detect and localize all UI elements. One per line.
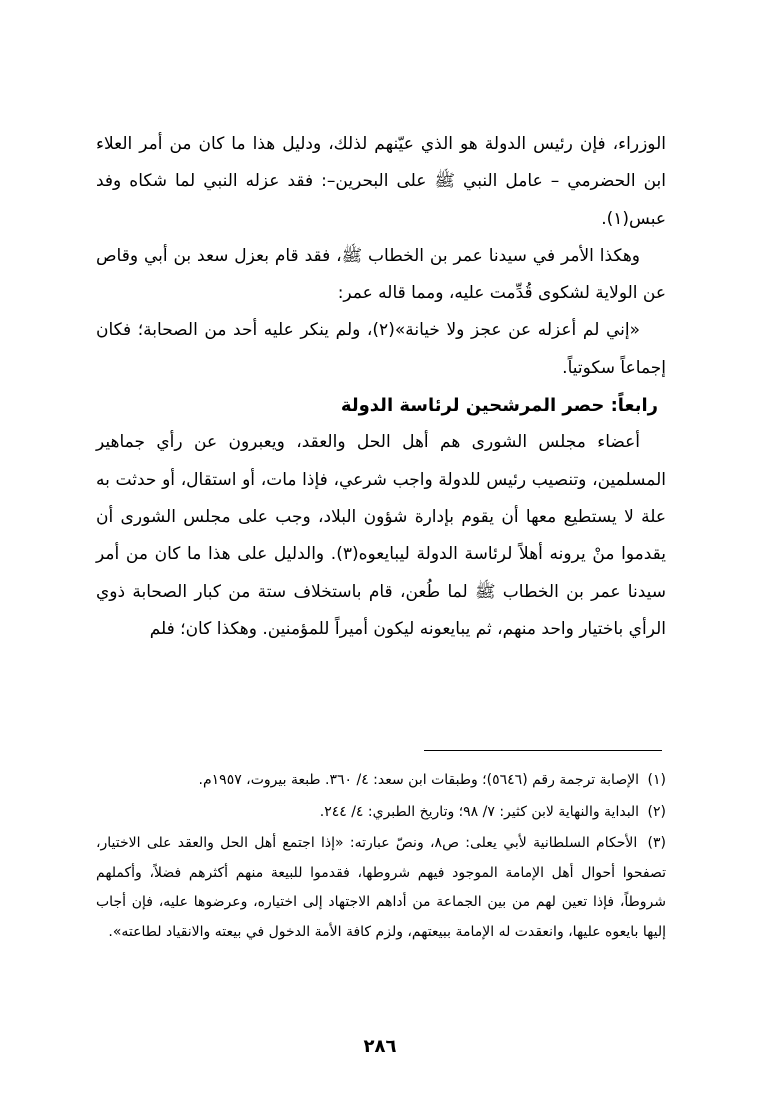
footnote-separator	[424, 750, 662, 751]
footnote-number: (٢)	[647, 803, 666, 820]
footnotes	[96, 766, 666, 949]
footnote-text: الأحكام السلطانية لأبي يعلى: ص٨، ونصّ عبارته: «إذا اجتمع أهل الحل والعقد على الاختيار، تصفحوا أحوال أهل الإمامة الموجود فيهم شروطها، فقدموا للبيعة منهم أكثرهم فضلاً، وأكملهم شروطاً، فإذا تعين لهم من بين الجماعة من أداهم الاجتهاد إلى اختياره، وعرضوها عليه، فإن أجاب إليها بايعوه عليها، وانعقدت له الإمامة ببيعتهم، ولزم كافة الأمة الدخول في بيعته والانقياد لطاعته».	[96, 835, 666, 940]
footnote-2	[96, 798, 666, 828]
footnote-text: الإصابة ترجمة رقم (٥٦٤٦)؛ وطبقات ابن سعد: ٤/ ٣٦٠. طبعة بيروت، ١٩٥٧م.	[198, 772, 640, 788]
footnote-number: (١)	[647, 772, 666, 788]
paragraph-1: الوزراء، فإن رئيس الدولة هو الذي عيّنهم لذلك، ودليل هذا ما كان من أمر العلاء ابن الحضرمي – عامل النبي ﷺ على البحرين–: فقد عزله النبي لما شكاه وفد عبس(١).	[96, 134, 666, 229]
footnote-text: البداية والنهاية لابن كثير: ٧/ ٩٨؛ وتاريخ الطبري: ٤/ ٢٤٤.	[319, 803, 640, 820]
paragraph-4: أعضاء مجلس الشورى هم أهل الحل والعقد، ويعبرون عن رأي جماهير المسلمين، وتنصيب رئيس للدولة واجب شرعي، فإذا مات، أو استقال، أو حدثت به علة لا يستطيع معها أن يقوم بإدارة شؤون البلاد، وجب على مجلس الشورى أن يقدموا منْ يرونه أهلاً لرئاسة الدولة ليبايعوه(٣). والدليل على هذا ما كان من أمر سيدنا عمر بن الخطاب ﷺ لما طُعن، قام باستخلاف ستة من كبار الصحابة ذوي الرأي باختيار واحد منهم، ثم يبايعونه ليكون أميراً للمؤمنين. وهكذا كان؛ فلم	[96, 432, 666, 639]
paragraph-3: «إني لم أعزله عن عجز ولا خيانة»(٢)، ولم ينكر عليه أحد من الصحابة؛ فكان إجماعاً سكوتياً.	[96, 320, 666, 378]
footnote-number: (٣)	[647, 835, 666, 851]
main-text	[96, 126, 666, 648]
section-heading: رابعاً: حصر المرشحين لرئاسة الدولة	[340, 395, 658, 417]
page-number: ٢٨٦	[363, 1036, 397, 1057]
footnote-1	[96, 766, 666, 796]
paragraph-2: وهكذا الأمر في سيدنا عمر بن الخطاب ﷺ، فقد قام بعزل سعد بن أبي وقاص عن الولاية لشكوى قُدِّمت عليه، ومما قاله عمر:	[96, 245, 666, 304]
footnote-3	[96, 829, 666, 947]
